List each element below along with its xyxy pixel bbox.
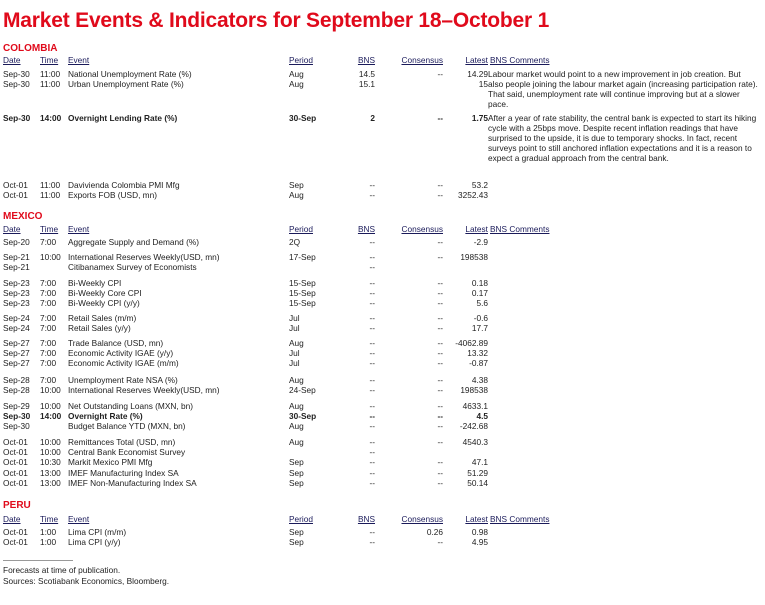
cell-time: 10:00 <box>40 252 61 262</box>
cell-event: Markit Mexico PMI Mfg <box>68 457 153 467</box>
cell-event: Budget Balance YTD (MXN, bn) <box>68 421 186 431</box>
cell-time: 13:00 <box>40 478 61 488</box>
cell-time: 10:00 <box>40 437 61 447</box>
cell-event: Citibanamex Survey of Economists <box>68 262 197 272</box>
cell-period: 17-Sep <box>289 252 316 262</box>
cell-time: 13:00 <box>40 468 61 478</box>
cell-consensus: -- <box>437 437 443 447</box>
cell-date: Sep-30 <box>3 421 30 431</box>
cell-date: Sep-24 <box>3 323 30 333</box>
cell-time: 1:00 <box>40 537 57 547</box>
cell-latest: -4062.89 <box>455 338 488 348</box>
column-header-bns: BNS <box>357 514 375 524</box>
cell-consensus: -- <box>437 323 443 333</box>
cell-event: Trade Balance (USD, mn) <box>68 338 164 348</box>
cell-latest: 198538 <box>460 252 488 262</box>
cell-latest: 0.18 <box>471 278 488 288</box>
cell-consensus: -- <box>437 180 443 190</box>
cell-time: 11:00 <box>40 180 61 190</box>
cell-bns: -- <box>369 190 375 200</box>
table-row <box>0 358 765 368</box>
cell-latest: 14.29 <box>467 69 488 79</box>
column-header-event: Event <box>68 55 90 65</box>
table-row <box>0 237 765 247</box>
cell-date: Sep-27 <box>3 348 30 358</box>
cell-period: 30-Sep <box>289 113 317 123</box>
cell-bns: -- <box>369 447 375 457</box>
cell-latest: 53.2 <box>471 180 488 190</box>
page-title: Market Events & Indicators for September 18–October 1 <box>3 9 550 32</box>
table-row <box>0 278 765 288</box>
cell-bns: 15.1 <box>358 79 375 89</box>
cell-date: Sep-20 <box>3 237 30 247</box>
cell-bns: -- <box>369 437 375 447</box>
cell-period: Sep <box>289 180 304 190</box>
table-row <box>0 190 765 200</box>
cell-bns: -- <box>369 348 375 358</box>
cell-consensus: -- <box>437 313 443 323</box>
cell-latest: 0.17 <box>471 288 488 298</box>
cell-period: Aug <box>289 375 304 385</box>
cell-latest: 4540.3 <box>462 437 488 447</box>
column-header-consensus: Consensus <box>401 514 443 524</box>
cell-consensus: -- <box>437 113 443 123</box>
table-row <box>0 375 765 385</box>
cell-event: Urban Unemployment Rate (%) <box>68 79 184 89</box>
cell-latest: 5.6 <box>476 298 488 308</box>
table-row <box>0 468 765 478</box>
country-heading: MEXICO <box>3 211 43 222</box>
column-header-row <box>0 514 765 524</box>
table-row <box>0 447 765 457</box>
cell-date: Sep-27 <box>3 338 30 348</box>
cell-period: Sep <box>289 468 304 478</box>
cell-event: Economic Activity IGAE (y/y) <box>68 348 174 358</box>
cell-consensus: -- <box>437 348 443 358</box>
column-header-row <box>0 55 765 65</box>
cell-date: Sep-28 <box>3 385 30 395</box>
cell-event: International Reserves Weekly(USD, mn) <box>68 385 220 395</box>
cell-event: Retail Sales (m/m) <box>68 313 137 323</box>
cell-event: Lima CPI (m/m) <box>68 527 127 537</box>
table-row <box>0 411 765 421</box>
cell-event: Davivienda Colombia PMI Mfg <box>68 180 180 190</box>
cell-bns: -- <box>369 457 375 467</box>
cell-period: 24-Sep <box>289 385 316 395</box>
cell-event: Bi-Weekly CPI <box>68 278 122 288</box>
cell-consensus: -- <box>437 385 443 395</box>
cell-consensus: -- <box>437 298 443 308</box>
column-header-time: Time <box>40 514 59 524</box>
cell-bns: -- <box>369 252 375 262</box>
cell-period: Aug <box>289 69 304 79</box>
cell-date: Sep-29 <box>3 401 30 411</box>
cell-bns: 2 <box>370 113 375 123</box>
footnote-forecasts: Forecasts at time of publication. <box>3 565 121 575</box>
cell-latest: 17.7 <box>471 323 488 333</box>
cell-time: 7:00 <box>40 313 57 323</box>
cell-period: Aug <box>289 401 304 411</box>
table-row <box>0 348 765 358</box>
cell-date: Oct-01 <box>3 468 28 478</box>
table-row <box>0 385 765 395</box>
bns-comment: Labour market would point to a new improvement in job creation. But also people joining the labour market again (increasing participation rate). That said, unemployment rate will continue improving but at a slower pace. <box>488 69 758 109</box>
cell-time: 7:00 <box>40 237 57 247</box>
cell-latest: -2.9 <box>473 237 488 247</box>
table-row <box>0 527 765 537</box>
cell-date: Sep-23 <box>3 298 30 308</box>
cell-event: National Unemployment Rate (%) <box>68 69 192 79</box>
table-row <box>0 401 765 411</box>
cell-period: 30-Sep <box>289 411 317 421</box>
cell-date: Sep-30 <box>3 79 30 89</box>
cell-date: Sep-30 <box>3 113 31 123</box>
country-heading: PERU <box>3 500 31 511</box>
cell-date: Oct-01 <box>3 527 28 537</box>
cell-event: Retail Sales (y/y) <box>68 323 131 333</box>
cell-bns: -- <box>369 401 375 411</box>
cell-date: Sep-30 <box>3 69 30 79</box>
cell-event: Remittances Total (USD, mn) <box>68 437 176 447</box>
cell-bns: 14.5 <box>358 69 375 79</box>
cell-latest: 4633.1 <box>462 401 488 411</box>
column-header-period: Period <box>289 224 313 234</box>
cell-period: Aug <box>289 421 304 431</box>
cell-date: Sep-21 <box>3 262 30 272</box>
cell-period: Sep <box>289 537 304 547</box>
cell-consensus: -- <box>437 237 443 247</box>
column-header-comments: BNS Comments <box>490 514 550 524</box>
cell-consensus: 0.26 <box>426 527 443 537</box>
cell-period: Jul <box>289 313 300 323</box>
column-header-time: Time <box>40 224 59 234</box>
column-header-date: Date <box>3 224 21 234</box>
cell-consensus: -- <box>437 421 443 431</box>
column-header-time: Time <box>40 55 59 65</box>
table-row <box>0 313 765 323</box>
cell-consensus: -- <box>437 411 443 421</box>
cell-event: Overnight Lending Rate (%) <box>68 113 178 123</box>
footnote-divider <box>3 560 73 561</box>
cell-time: 10:00 <box>40 385 61 395</box>
cell-date: Sep-23 <box>3 278 30 288</box>
cell-event: Central Bank Economist Survey <box>68 447 186 457</box>
cell-bns: -- <box>369 323 375 333</box>
column-header-consensus: Consensus <box>401 55 443 65</box>
cell-period: Aug <box>289 437 304 447</box>
country-heading: COLOMBIA <box>3 43 58 54</box>
column-header-consensus: Consensus <box>401 224 443 234</box>
cell-bns: -- <box>369 537 375 547</box>
table-row <box>0 252 765 262</box>
cell-bns: -- <box>369 278 375 288</box>
cell-period: 2Q <box>289 237 301 247</box>
cell-consensus: -- <box>437 190 443 200</box>
cell-date: Sep-30 <box>3 411 31 421</box>
table-row <box>0 298 765 308</box>
cell-time: 7:00 <box>40 298 57 308</box>
cell-bns: -- <box>369 421 375 431</box>
cell-bns: -- <box>369 527 375 537</box>
cell-period: 15-Sep <box>289 288 316 298</box>
cell-latest: 15 <box>478 79 488 89</box>
cell-consensus: -- <box>437 468 443 478</box>
cell-bns: -- <box>369 468 375 478</box>
cell-bns: -- <box>369 358 375 368</box>
cell-time: 11:00 <box>40 69 61 79</box>
cell-date: Sep-21 <box>3 252 30 262</box>
cell-period: Sep <box>289 527 304 537</box>
cell-latest: 51.29 <box>467 468 488 478</box>
cell-latest: 1.75 <box>471 113 488 123</box>
cell-period: Aug <box>289 338 304 348</box>
column-header-bns: BNS <box>357 224 375 234</box>
cell-latest: 198538 <box>460 385 488 395</box>
cell-time: 11:00 <box>40 190 61 200</box>
cell-date: Oct-01 <box>3 190 28 200</box>
cell-consensus: -- <box>437 69 443 79</box>
cell-latest: 50.14 <box>467 478 488 488</box>
cell-consensus: -- <box>437 375 443 385</box>
cell-time: 14:00 <box>40 411 62 421</box>
cell-consensus: -- <box>437 338 443 348</box>
column-header-comments: BNS Comments <box>490 55 550 65</box>
table-row <box>0 288 765 298</box>
column-header-latest: Latest <box>465 224 488 234</box>
cell-period: Jul <box>289 348 300 358</box>
cell-date: Oct-01 <box>3 478 28 488</box>
cell-bns: -- <box>369 385 375 395</box>
cell-latest: -0.6 <box>473 313 488 323</box>
cell-bns: -- <box>369 478 375 488</box>
cell-date: Sep-24 <box>3 313 30 323</box>
cell-time: 7:00 <box>40 375 57 385</box>
cell-period: 15-Sep <box>289 278 316 288</box>
cell-event: Economic Activity IGAE (m/m) <box>68 358 179 368</box>
cell-consensus: -- <box>437 288 443 298</box>
column-header-date: Date <box>3 514 21 524</box>
cell-latest: -242.68 <box>459 421 488 431</box>
cell-latest: 4.95 <box>471 537 488 547</box>
cell-time: 1:00 <box>40 527 57 537</box>
table-row <box>0 457 765 467</box>
cell-event: Exports FOB (USD, mn) <box>68 190 157 200</box>
cell-event: Bi-Weekly CPI (y/y) <box>68 298 140 308</box>
column-header-event: Event <box>68 224 90 234</box>
cell-date: Sep-28 <box>3 375 30 385</box>
cell-latest: -0.87 <box>469 358 488 368</box>
cell-bns: -- <box>369 298 375 308</box>
table-row <box>0 421 765 431</box>
cell-time: 7:00 <box>40 358 57 368</box>
cell-event: Lima CPI (y/y) <box>68 537 121 547</box>
cell-period: Sep <box>289 478 304 488</box>
column-header-row <box>0 224 765 234</box>
cell-consensus: -- <box>437 457 443 467</box>
cell-date: Sep-27 <box>3 358 30 368</box>
cell-date: Oct-01 <box>3 180 28 190</box>
cell-time: 10:00 <box>40 401 61 411</box>
cell-bns: -- <box>369 180 375 190</box>
cell-consensus: -- <box>437 358 443 368</box>
footnote-sources: Sources: Scotiabank Economics, Bloomberg. <box>3 576 170 586</box>
cell-event: Aggregate Supply and Demand (%) <box>68 237 199 247</box>
cell-bns: -- <box>369 338 375 348</box>
cell-period: Sep <box>289 457 304 467</box>
cell-event: Bi-Weekly Core CPI <box>68 288 142 298</box>
cell-consensus: -- <box>437 401 443 411</box>
table-row <box>0 478 765 488</box>
cell-time: 14:00 <box>40 113 62 123</box>
cell-bns: -- <box>369 262 375 272</box>
cell-latest: 4.5 <box>476 411 488 421</box>
cell-time: 7:00 <box>40 348 57 358</box>
cell-latest: 3252.43 <box>458 190 488 200</box>
cell-time: 10:00 <box>40 447 61 457</box>
table-row <box>0 262 765 272</box>
cell-date: Sep-23 <box>3 288 30 298</box>
column-header-event: Event <box>68 514 90 524</box>
table-row <box>0 323 765 333</box>
cell-bns: -- <box>369 288 375 298</box>
column-header-comments: BNS Comments <box>490 224 550 234</box>
column-header-period: Period <box>289 55 313 65</box>
cell-latest: 47.1 <box>471 457 488 467</box>
cell-time: 10:30 <box>40 457 61 467</box>
column-header-bns: BNS <box>357 55 375 65</box>
cell-period: 15-Sep <box>289 298 316 308</box>
cell-event: IMEF Non-Manufacturing Index SA <box>68 478 197 488</box>
cell-period: Aug <box>289 79 304 89</box>
cell-event: Net Outstanding Loans (MXN, bn) <box>68 401 193 411</box>
cell-consensus: -- <box>437 252 443 262</box>
cell-date: Oct-01 <box>3 447 28 457</box>
cell-period: Jul <box>289 323 300 333</box>
table-row <box>0 180 765 190</box>
cell-event: IMEF Manufacturing Index SA <box>68 468 179 478</box>
cell-date: Oct-01 <box>3 437 28 447</box>
cell-time: 7:00 <box>40 288 57 298</box>
cell-period: Aug <box>289 190 304 200</box>
bns-comment: After a year of rate stability, the central bank is expected to start its hiking cycle with a 25bps move. Despite recent inflation readings that have surprised to the upside, it is due to temporary shocks. In fact, recent surveys point to still anchored inflation expectations and it is a reason to expect a gradual approach from the central bank. <box>488 113 757 163</box>
cell-event: Overnight Rate (%) <box>68 411 143 421</box>
cell-consensus: -- <box>437 278 443 288</box>
cell-bns: -- <box>369 237 375 247</box>
cell-event: International Reserves Weekly(USD, mn) <box>68 252 220 262</box>
cell-period: Jul <box>289 358 300 368</box>
cell-bns: -- <box>369 313 375 323</box>
column-header-latest: Latest <box>465 55 488 65</box>
cell-time: 11:00 <box>40 79 61 89</box>
cell-time: 7:00 <box>40 338 57 348</box>
cell-consensus: -- <box>437 537 443 547</box>
cell-latest: 4.38 <box>471 375 488 385</box>
column-header-period: Period <box>289 514 313 524</box>
cell-latest: 13.32 <box>467 348 488 358</box>
cell-date: Oct-01 <box>3 457 28 467</box>
table-row <box>0 338 765 348</box>
table-row <box>0 437 765 447</box>
column-header-date: Date <box>3 55 21 65</box>
cell-date: Oct-01 <box>3 537 28 547</box>
column-header-latest: Latest <box>465 514 488 524</box>
table-row <box>0 537 765 547</box>
cell-time: 7:00 <box>40 323 57 333</box>
cell-bns: -- <box>369 411 375 421</box>
cell-latest: 0.98 <box>471 527 488 537</box>
cell-consensus: -- <box>437 478 443 488</box>
cell-event: Unemployment Rate NSA (%) <box>68 375 178 385</box>
cell-bns: -- <box>369 375 375 385</box>
cell-time: 7:00 <box>40 278 57 288</box>
